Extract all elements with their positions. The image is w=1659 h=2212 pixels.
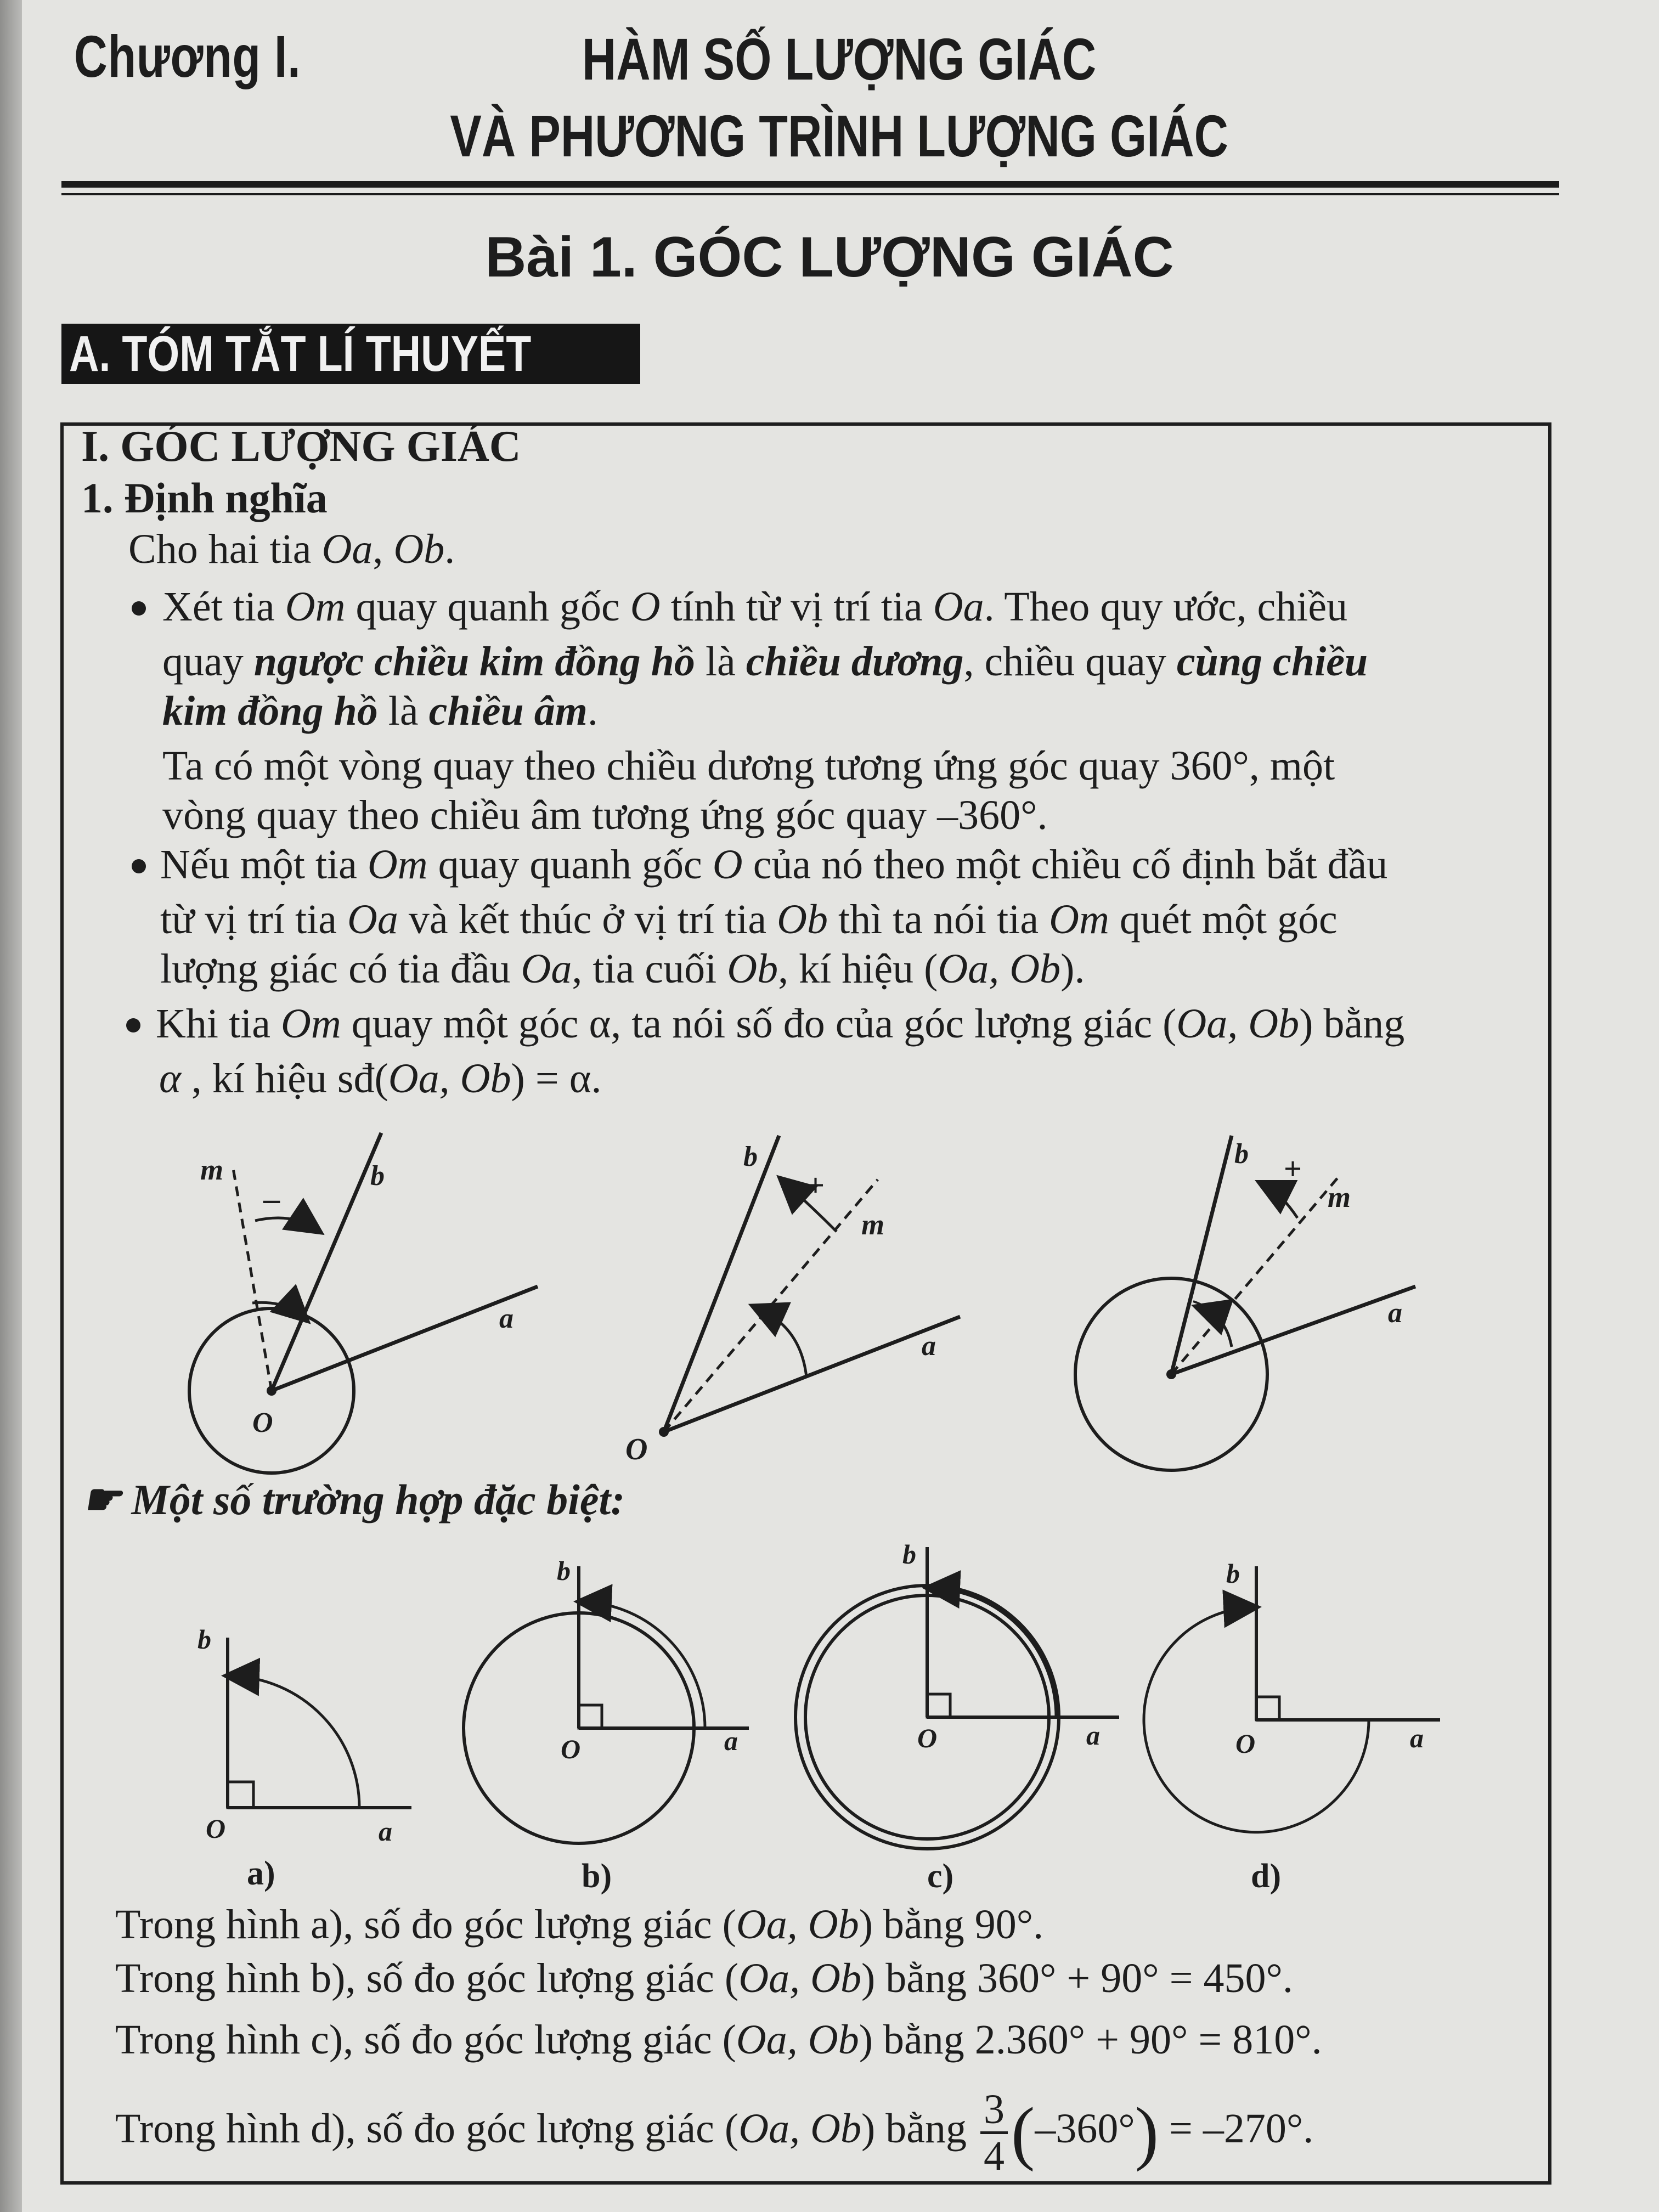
figb-label-o: O (561, 1734, 581, 1764)
figa-label-o: O (206, 1813, 226, 1844)
result-b: Trong hình b), số đo góc lượng giác (Oa, Ob) bằng 360° + 90° = 450°. (115, 1955, 1293, 2001)
fig3-label-plus: + (1284, 1151, 1302, 1187)
fig2-label-b: b (743, 1141, 758, 1172)
fig2-label-plus: + (806, 1167, 825, 1203)
bullet-2 (132, 859, 146, 873)
fig2-label-m: m (861, 1208, 885, 1241)
fig1-label-minus: – (263, 1181, 280, 1217)
caption-b: b) (582, 1858, 612, 1895)
bullet2-line1: Nếu một tia Om quay quanh gốc O của nó theo một chiều cố định bắt đầu (160, 842, 1388, 888)
figc-label-b: b (902, 1539, 916, 1570)
bullet1-line2: quay ngược chiều kim đồng hồ là chiều dương, chiều quay cùng chiều (162, 639, 1368, 685)
figure-positive-rotation (620, 1125, 993, 1487)
figd-label-a: a (1410, 1723, 1424, 1753)
result-a: Trong hình a), số đo góc lượng giác (Oa, Ob) bằng 90°. (115, 1901, 1044, 1948)
fraction-three-quarters: $\frac{3}{4}$ (980, 2087, 1008, 2178)
figb-label-a: a (724, 1725, 738, 1756)
intro-line: Cho hai tia Oa, Ob. (128, 526, 455, 572)
figure-d-negative-three-quarter (1136, 1553, 1454, 1860)
header-rule-thick (61, 181, 1559, 188)
figure-b-full-plus-quarter (461, 1547, 768, 1854)
fig3-label-m: m (1328, 1181, 1351, 1214)
figc-label-a: a (1086, 1720, 1100, 1751)
bullet1-line1: Xét tia Om quay quanh gốc O tính từ vị trí tia Oa. Theo quy ước, chiều (162, 584, 1348, 630)
bullet-3 (126, 1018, 140, 1032)
special-cases-heading: ☛ Một số trường hợp đặc biệt: (82, 1476, 625, 1523)
figure-a-quarter-turn (198, 1624, 428, 1849)
figd-label-b: b (1226, 1558, 1240, 1589)
figure-negative-rotation (176, 1119, 560, 1503)
figure-c-two-full-plus-quarter (795, 1531, 1136, 1860)
fig2-label-o: O (625, 1432, 648, 1466)
bullet1-line4: Ta có một vòng quay theo chiều dương tương ứng góc quay 360°, một (162, 743, 1335, 789)
result-c: Trong hình c), số đo góc lượng giác (Oa, Ob) bằng 2.360° + 90° = 810°. (115, 2017, 1322, 2063)
pointing-hand-icon: ☛ (82, 1476, 121, 1523)
header-rule-thin (61, 193, 1559, 195)
heading-dinh-nghia: 1. Định nghĩa (81, 474, 328, 522)
fig1-label-a: a (499, 1303, 514, 1334)
section-label (61, 324, 640, 384)
figure-full-positive-rotation (1075, 1130, 1459, 1492)
fig3-label-a: a (1388, 1297, 1402, 1329)
figa-label-a: a (379, 1816, 392, 1847)
chapter-title-line2: VÀ PHƯƠNG TRÌNH LƯỢNG GIÁC (450, 103, 1228, 169)
fig2-label-a: a (922, 1330, 936, 1362)
bullet-1 (132, 601, 146, 616)
bullet3-line1: Khi tia Om quay một góc α, ta nói số đo của góc lượng giác (Oa, Ob) bằng (156, 1001, 1405, 1047)
figa-label-b: b (198, 1624, 211, 1655)
figb-label-b: b (557, 1555, 571, 1586)
chapter-title-line1: HÀM SỐ LƯỢNG GIÁC (582, 26, 1097, 92)
bullet1-line5: vòng quay theo chiều âm tương ứng góc quay –360°. (162, 792, 1048, 838)
bullet3-line2: α , kí hiệu sđ(Oa, Ob) = α. (159, 1056, 602, 1102)
caption-d: d) (1251, 1858, 1282, 1895)
bullet1-line3: kim đồng hồ là chiều âm. (162, 688, 598, 734)
fig1-label-m: m (200, 1153, 224, 1186)
chapter-label: Chương I. (74, 23, 301, 89)
bullet2-line2: từ vị trí tia Oa và kết thúc ở vị trí tia Ob thì ta nói tia Om quét một góc (160, 896, 1338, 943)
fig3-label-b: b (1234, 1138, 1249, 1170)
bullet2-line3: lượng giác có tia đầu Oa, tia cuối Ob, kí hiệu (Oa, Ob). (160, 946, 1085, 992)
fig1-label-b: b (370, 1160, 385, 1192)
section-label-text: A. TÓM TẮT LÍ THUYẾT (69, 326, 532, 382)
result-d: Trong hình d), số đo góc lượng giác (Oa, Ob) bằng $\frac{3}{4}$ (–360°) = –270°. (115, 2086, 1314, 2180)
figd-label-o: O (1235, 1728, 1256, 1759)
figc-label-o: O (917, 1723, 938, 1753)
fig1-label-o: O (252, 1407, 273, 1438)
caption-a: a) (247, 1855, 275, 1892)
caption-c: c) (927, 1858, 954, 1895)
lesson-title: Bài 1. GÓC LƯỢNG GIÁC (485, 225, 1174, 289)
heading-goc-luong-giac: I. GÓC LƯỢNG GIÁC (81, 422, 521, 471)
